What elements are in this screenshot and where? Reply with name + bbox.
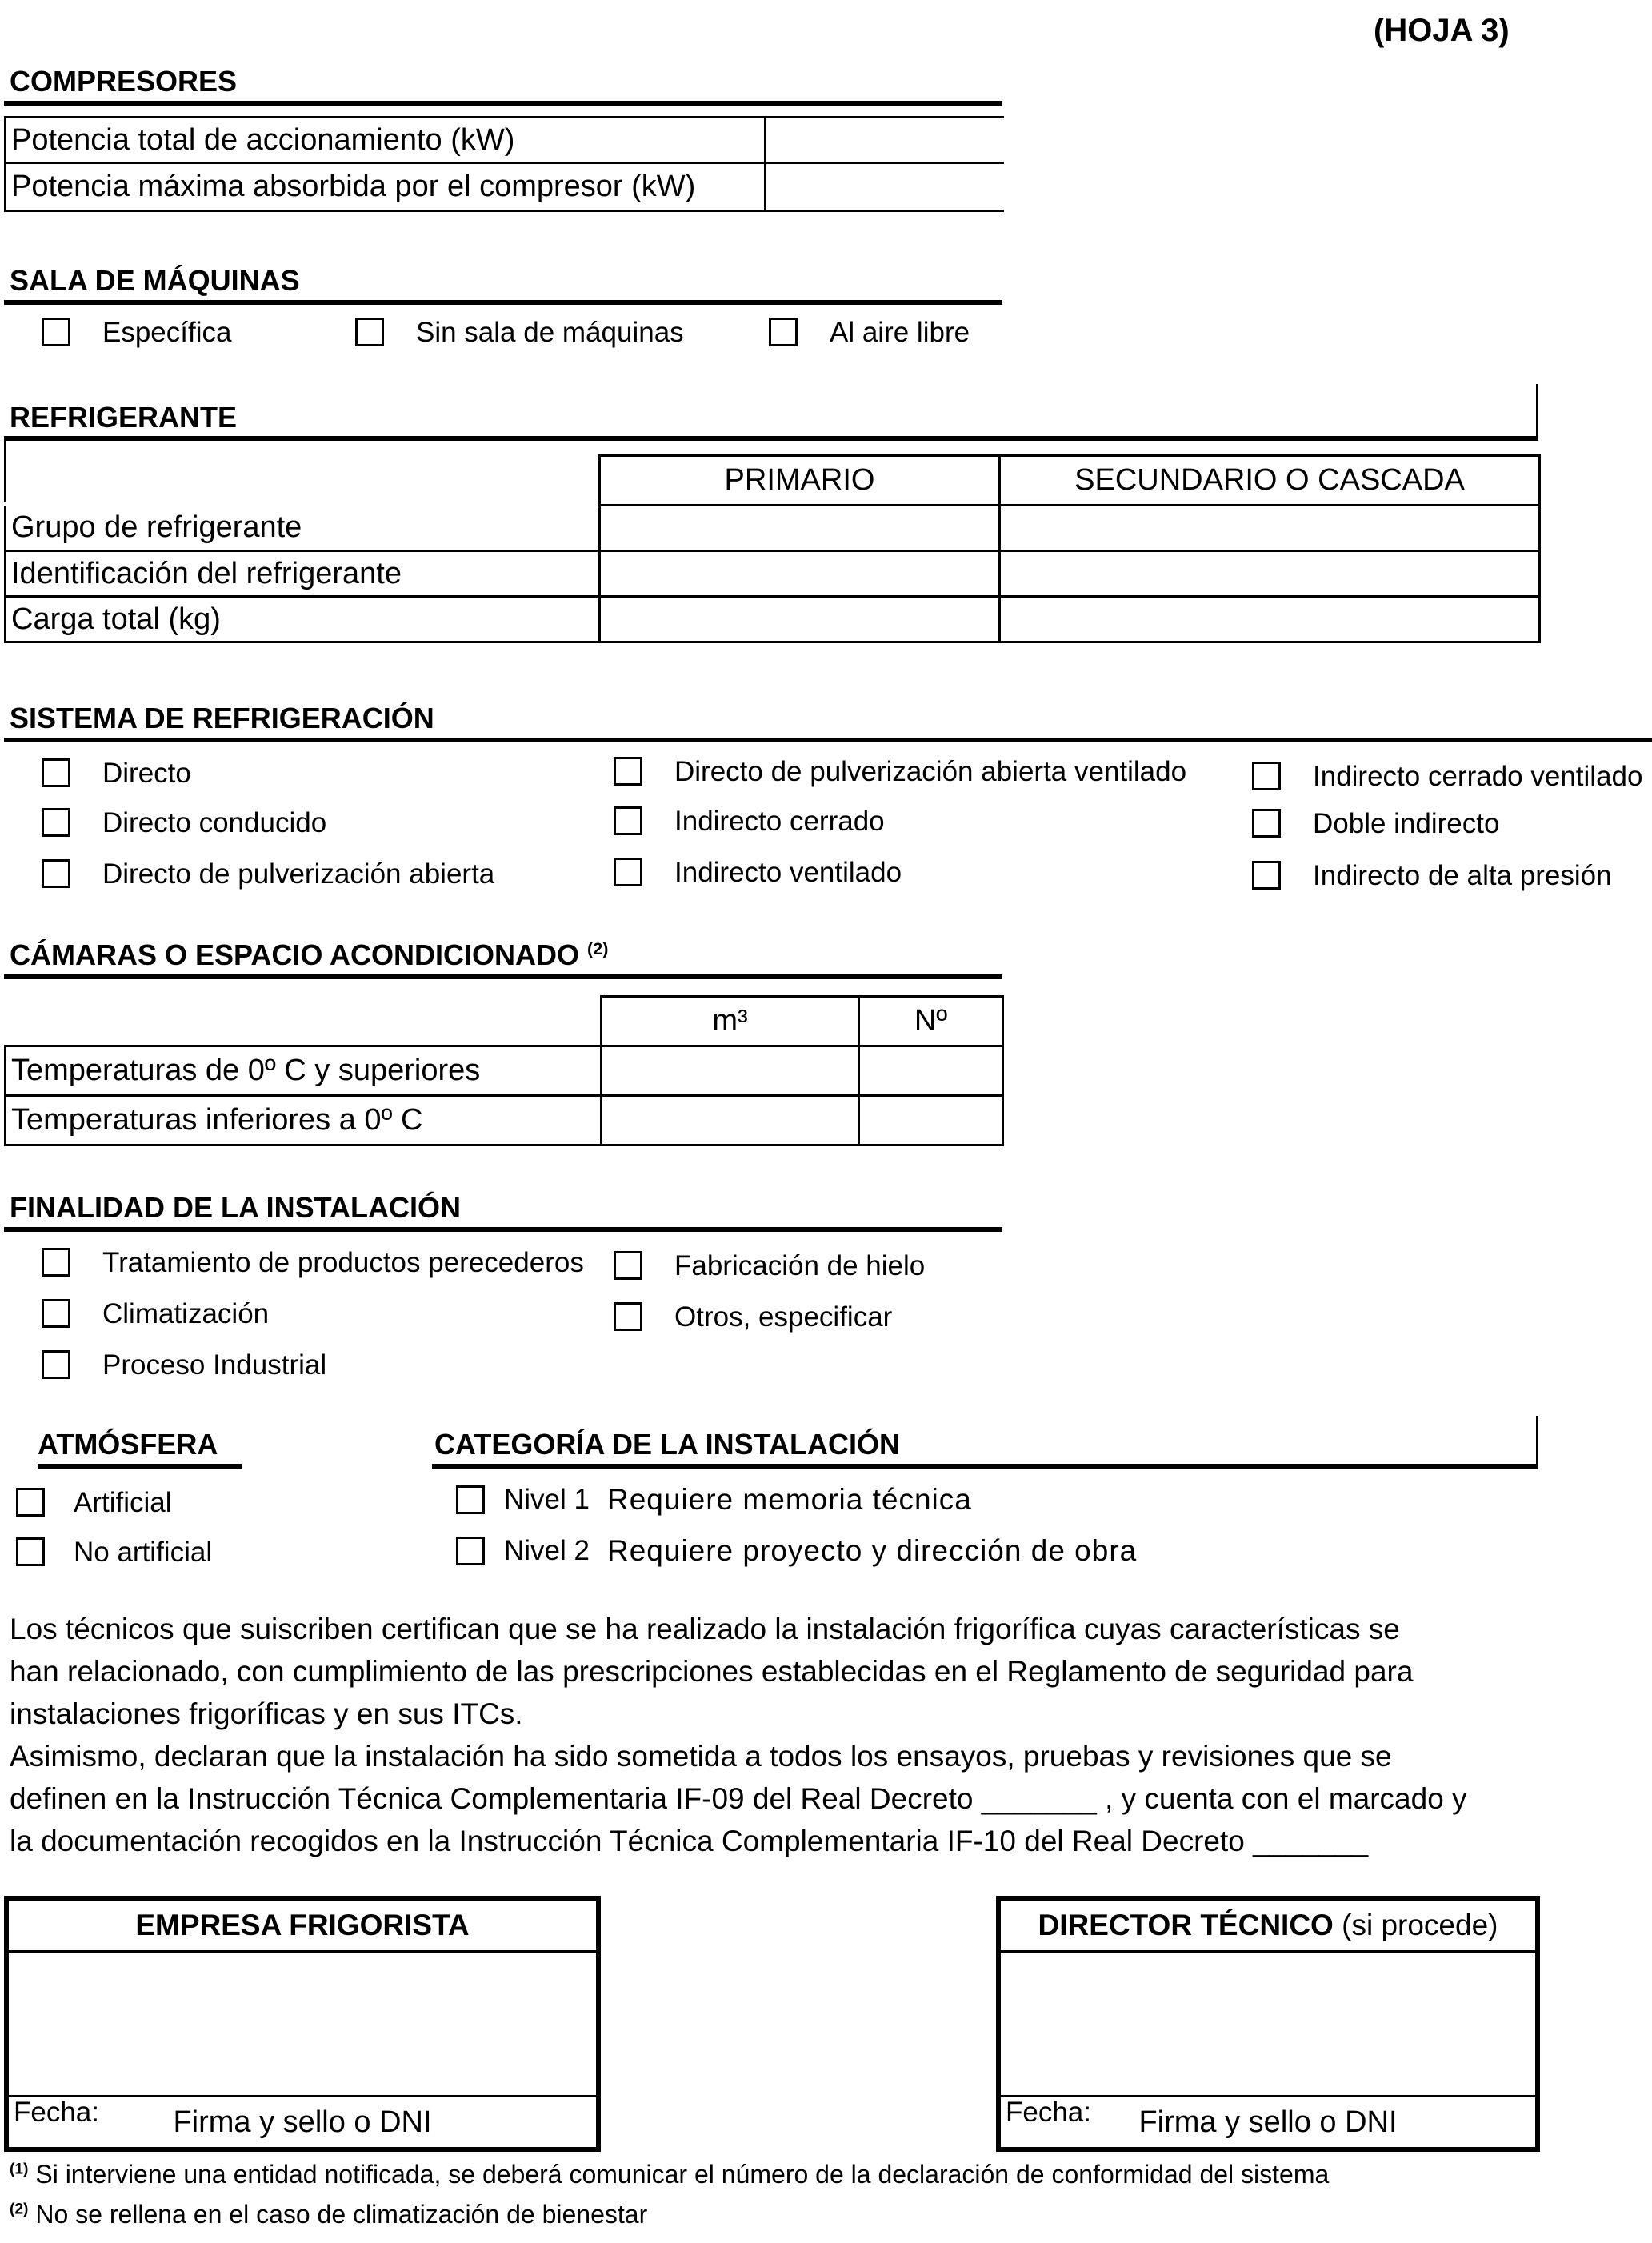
section-rule <box>4 101 1002 106</box>
section-title-sala: SALA DE MÁQUINAS <box>10 264 300 297</box>
checkbox[interactable] <box>614 806 642 835</box>
row-label: Carga total (kg) <box>6 597 600 642</box>
divider <box>1536 1416 1538 1467</box>
checkbox[interactable] <box>614 1302 642 1331</box>
section-title-refrigerante: REFRIGERANTE <box>10 401 238 434</box>
row-label: Identificación del refrigerante <box>6 551 600 597</box>
option-especifica[interactable]: Específica <box>42 318 231 346</box>
option-directo-conducido[interactable]: Directo conducido <box>42 808 326 837</box>
section-rule <box>4 300 1002 305</box>
option-indirecto-cerrado-ventilado[interactable]: Indirecto cerrado ventilado <box>1252 762 1642 790</box>
divider <box>1536 384 1538 438</box>
option-nivel-1[interactable]: Nivel 1 Requiere memoria técnica <box>456 1485 972 1514</box>
checkbox[interactable] <box>42 318 70 346</box>
table-row <box>6 118 1004 163</box>
option-indirecto-alta-presion[interactable]: Indirecto de alta presión <box>1252 861 1612 890</box>
section-rule <box>4 738 1652 742</box>
footnote-mark: (2) <box>587 938 609 958</box>
option-aire-libre[interactable]: Al aire libre <box>769 318 970 346</box>
option-no-artificial[interactable]: No artificial <box>16 1537 212 1566</box>
section-rule <box>4 974 1002 979</box>
checkbox[interactable] <box>1252 762 1281 790</box>
checkbox[interactable] <box>42 1248 70 1277</box>
section-title-sistema: SISTEMA DE REFRIGERACIÓN <box>10 702 434 734</box>
option-otros[interactable]: Otros, especificar <box>614 1302 892 1331</box>
input-cell[interactable] <box>859 1096 1003 1145</box>
table-row <box>6 997 1003 1046</box>
section-title-finalidad: FINALIDAD DE LA INSTALACIÓN <box>10 1191 461 1224</box>
checkbox[interactable] <box>42 1299 70 1328</box>
checkbox[interactable] <box>42 1350 70 1379</box>
empresa-frigorista-box[interactable] <box>4 1896 601 2152</box>
row-label: Temperaturas de 0º C y superiores <box>6 1046 602 1096</box>
input-cell[interactable] <box>1000 506 1540 551</box>
footnote-1: $^{(1)}$ Si interviene una entidad notificada, se deberá comunicar el número de la declaración de conformidad del sistema <box>10 2160 1330 2189</box>
director-tecnico-box[interactable] <box>996 1896 1540 2152</box>
section-title-categoria: CATEGORÍA DE LA INSTALACIÓN <box>434 1428 900 1461</box>
section-title-camaras: CÁMARAS O ESPACIO ACONDICIONADO $^{(2)}$ <box>10 938 609 971</box>
input-cell[interactable] <box>602 1046 859 1096</box>
option-sin-sala[interactable]: Sin sala de máquinas <box>355 318 684 346</box>
row-label: Grupo de refrigerante <box>6 506 600 551</box>
section-title-compresores: COMPRESORES <box>10 65 238 98</box>
checkbox[interactable] <box>16 1488 45 1517</box>
checkbox[interactable] <box>1252 809 1281 838</box>
col-header-secundario: SECUNDARIO O CASCADA <box>1000 456 1540 506</box>
option-directo-pulverizacion[interactable]: Directo de pulverización abierta <box>42 859 494 888</box>
checkbox[interactable] <box>614 858 642 886</box>
checkbox[interactable] <box>456 1537 485 1565</box>
option-indirecto-cerrado[interactable]: Indirecto cerrado <box>614 806 885 835</box>
input-cell[interactable] <box>1000 551 1540 597</box>
option-proceso-industrial[interactable]: Proceso Industrial <box>42 1350 326 1379</box>
table-row <box>6 1046 1003 1096</box>
checkbox[interactable] <box>42 808 70 837</box>
table-row <box>6 163 1004 211</box>
checkbox[interactable] <box>355 318 384 346</box>
footnote-2: $^{(2)}$ No se rellena en el caso de climatización de bienestar <box>10 2200 648 2229</box>
table-row <box>6 1096 1003 1145</box>
input-cell[interactable] <box>1000 597 1540 642</box>
checkbox[interactable] <box>614 1251 642 1280</box>
checkbox[interactable] <box>769 318 798 346</box>
compresores-table <box>4 116 1004 212</box>
checkbox[interactable] <box>16 1537 45 1566</box>
section-rule <box>432 1464 1538 1469</box>
input-cell[interactable] <box>859 1046 1003 1096</box>
col-header-n: Nº <box>859 997 1003 1046</box>
option-doble-indirecto[interactable]: Doble indirecto <box>1252 809 1499 838</box>
section-rule <box>4 1227 1002 1232</box>
row-label: Potencia máxima absorbida por el compresor (kW) <box>6 163 766 211</box>
section-title-atmosfera: ATMÓSFERA <box>38 1428 218 1461</box>
input-cell[interactable] <box>600 506 1000 551</box>
section-rule <box>38 1464 242 1469</box>
option-indirecto-ventilado[interactable]: Indirecto ventilado <box>614 858 902 886</box>
checkbox[interactable] <box>42 758 70 787</box>
option-fabricacion-hielo[interactable]: Fabricación de hielo <box>614 1251 925 1280</box>
row-label: Potencia total de accionamiento (kW) <box>6 118 766 163</box>
input-cell[interactable] <box>766 163 1004 211</box>
row-label: Temperaturas inferiores a 0º C <box>6 1096 602 1145</box>
option-artificial[interactable]: Artificial <box>16 1488 172 1517</box>
option-directo[interactable]: Directo <box>42 758 191 787</box>
section-rule <box>4 436 1538 441</box>
option-climatizacion[interactable]: Climatización <box>42 1299 269 1328</box>
camaras-table <box>4 995 1004 1146</box>
checkbox[interactable] <box>456 1485 485 1514</box>
divider <box>4 438 6 502</box>
option-productos-perecederos[interactable]: Tratamiento de productos perecederos <box>42 1248 584 1277</box>
checkbox[interactable] <box>42 859 70 888</box>
option-nivel-2[interactable]: Nivel 2 Requiere proyecto y dirección de obra <box>456 1536 1137 1565</box>
input-cell[interactable] <box>600 597 1000 642</box>
col-header-m3: m³ <box>602 997 859 1046</box>
input-cell[interactable] <box>602 1096 859 1145</box>
checkbox[interactable] <box>1252 861 1281 890</box>
fecha-label: Fecha: <box>14 2097 99 2128</box>
firma-label: Firma y sello o DNI <box>1001 2095 1535 2147</box>
checkbox[interactable] <box>614 757 642 786</box>
sheet-label: (HOJA 3) <box>1374 13 1510 48</box>
box-title: EMPRESA FRIGORISTA <box>9 1901 596 1953</box>
certification-text: Los técnicos que suiscriben certifican que se ha realizado la instalación frigorífica cuyas características se han relacionado, con cumplimiento de las prescripciones establecidas en el Reglamento de seguridad para instalaciones frigoríficas y en sus ITCs. Asimismo, declaran que la instalación ha sido sometida a todos los ensayos, pruebas y revisiones que se definen en la Instrucción Técnica Complementaria IF-09 del Real Decreto _______ , y cuenta con el marcado y la documentación recogidos en la Instrucción Técnica Complementaria IF-10 del Real Decreto _______ <box>10 1613 1467 1857</box>
option-directo-pulverizacion-ventilado[interactable]: Directo de pulverización abierta ventilado <box>614 757 1186 786</box>
table-row <box>6 597 1540 642</box>
refrigerante-table <box>4 454 1541 643</box>
table-row <box>6 551 1540 597</box>
table-row <box>6 456 1540 506</box>
firma-label: Firma y sello o DNI <box>9 2095 596 2147</box>
table-row <box>6 506 1540 551</box>
input-cell[interactable] <box>600 551 1000 597</box>
input-cell[interactable] <box>766 118 1004 163</box>
col-header-primario: PRIMARIO <box>600 456 1000 506</box>
box-title: DIRECTOR TÉCNICO (si procede) <box>1001 1901 1535 1953</box>
fecha-label: Fecha: <box>1006 2097 1091 2128</box>
